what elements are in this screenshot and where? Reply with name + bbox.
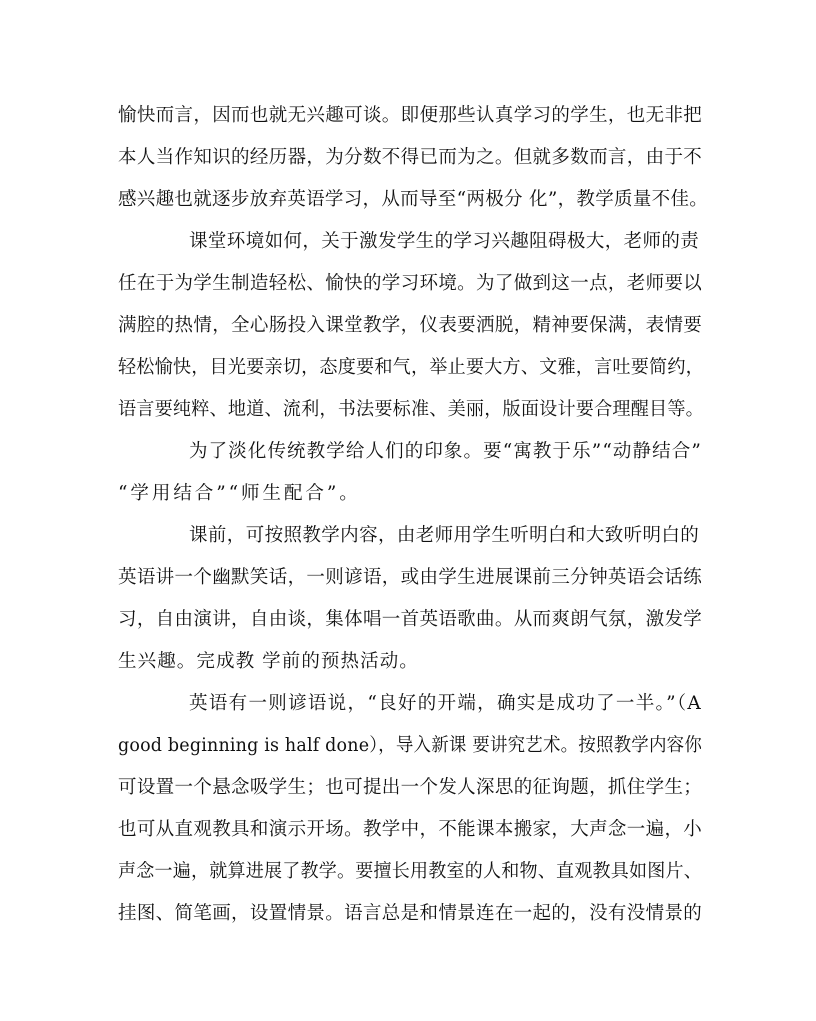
line-text: 任在于为学生制造轻松、愉快的学习环境。为了做到这一点，老师要以 xyxy=(118,273,703,294)
line-text: 课堂环境如何，关于激发学生的学习兴趣阻碍极大，老师的责 xyxy=(189,231,700,252)
text-line xyxy=(0,101,816,131)
text-line xyxy=(0,899,816,929)
line-text: 生兴趣。完成教 学前的预热活动。 xyxy=(118,651,419,672)
line-text: 感兴趣也就逐步放弃英语学习，从而导至“两极分 化”，教学质量不佳。 xyxy=(118,189,709,210)
text-line xyxy=(0,563,816,593)
text-line xyxy=(0,605,816,635)
text-line xyxy=(0,647,816,677)
line-text: 声念一遍，就算进展了教学。要擅长用教室的人和物、直观教具如图片、 xyxy=(118,861,702,882)
text-line xyxy=(0,857,816,887)
line-text: 语言要纯粹、地道、流利，书法要标准、美丽，版面设计要合理醒目等。 xyxy=(118,399,704,420)
line-text: 英语讲一个幽默笑话，一则谚语，或由学生进展课前三分钟英语会话练 xyxy=(118,567,703,588)
text-line xyxy=(0,227,816,257)
text-line xyxy=(0,185,816,215)
line-text: 挂图、简笔画，设置情景。语言总是和情景连在一起的，没有没情景的 xyxy=(118,903,703,924)
text-line xyxy=(0,815,816,845)
line-text: good beginning is half done），导入新课 要讲究艺术。按照教学内容你 xyxy=(118,735,702,756)
line-text: 愉快而言，因而也就无兴趣可谈。即便那些认真学习的学生，也无非把 xyxy=(118,105,703,126)
line-text: 为了淡化传统教学给人们的印象。要“寓教于乐”“动静结合” xyxy=(189,441,702,462)
text-line xyxy=(0,689,816,719)
line-text: “学用结合”“师生配合”。 xyxy=(118,483,361,504)
text-line xyxy=(0,143,816,173)
text-line xyxy=(0,269,816,299)
text-line xyxy=(0,773,816,803)
text-line xyxy=(0,395,816,425)
text-line xyxy=(0,353,816,383)
line-text: 课前，可按照教学内容，由老师用学生听明白和大致听明白的 xyxy=(189,525,700,546)
line-text: 可设置一个悬念吸学生；也可提出一个发人深思的征询题，抓住学生； xyxy=(118,777,703,798)
line-text: 本人当作知识的经历器，为分数不得已而为之。但就多数而言，由于不 xyxy=(118,147,703,168)
line-text: 满腔的热情，全心肠投入课堂教学，仪表要洒脱，精神要保满，表情要 xyxy=(118,315,703,336)
text-line xyxy=(0,731,816,761)
text-line xyxy=(0,521,816,551)
text-line xyxy=(0,479,816,509)
line-text: 英语有一则谚语说，“良好的开端，确实是成功了一半。”（A xyxy=(189,693,703,714)
line-text: 习，自由演讲，自由谈，集体唱一首英语歌曲。从而爽朗气氛，激发学 xyxy=(118,609,703,630)
line-text: 轻松愉快，目光要亲切，态度要和气，举止要大方、文雅，言吐要简约， xyxy=(118,357,704,378)
text-line xyxy=(0,311,816,341)
text-line xyxy=(0,437,816,467)
line-text: 也可从直观教具和演示开场。教学中，不能课本搬家，大声念一遍，小 xyxy=(118,819,703,840)
